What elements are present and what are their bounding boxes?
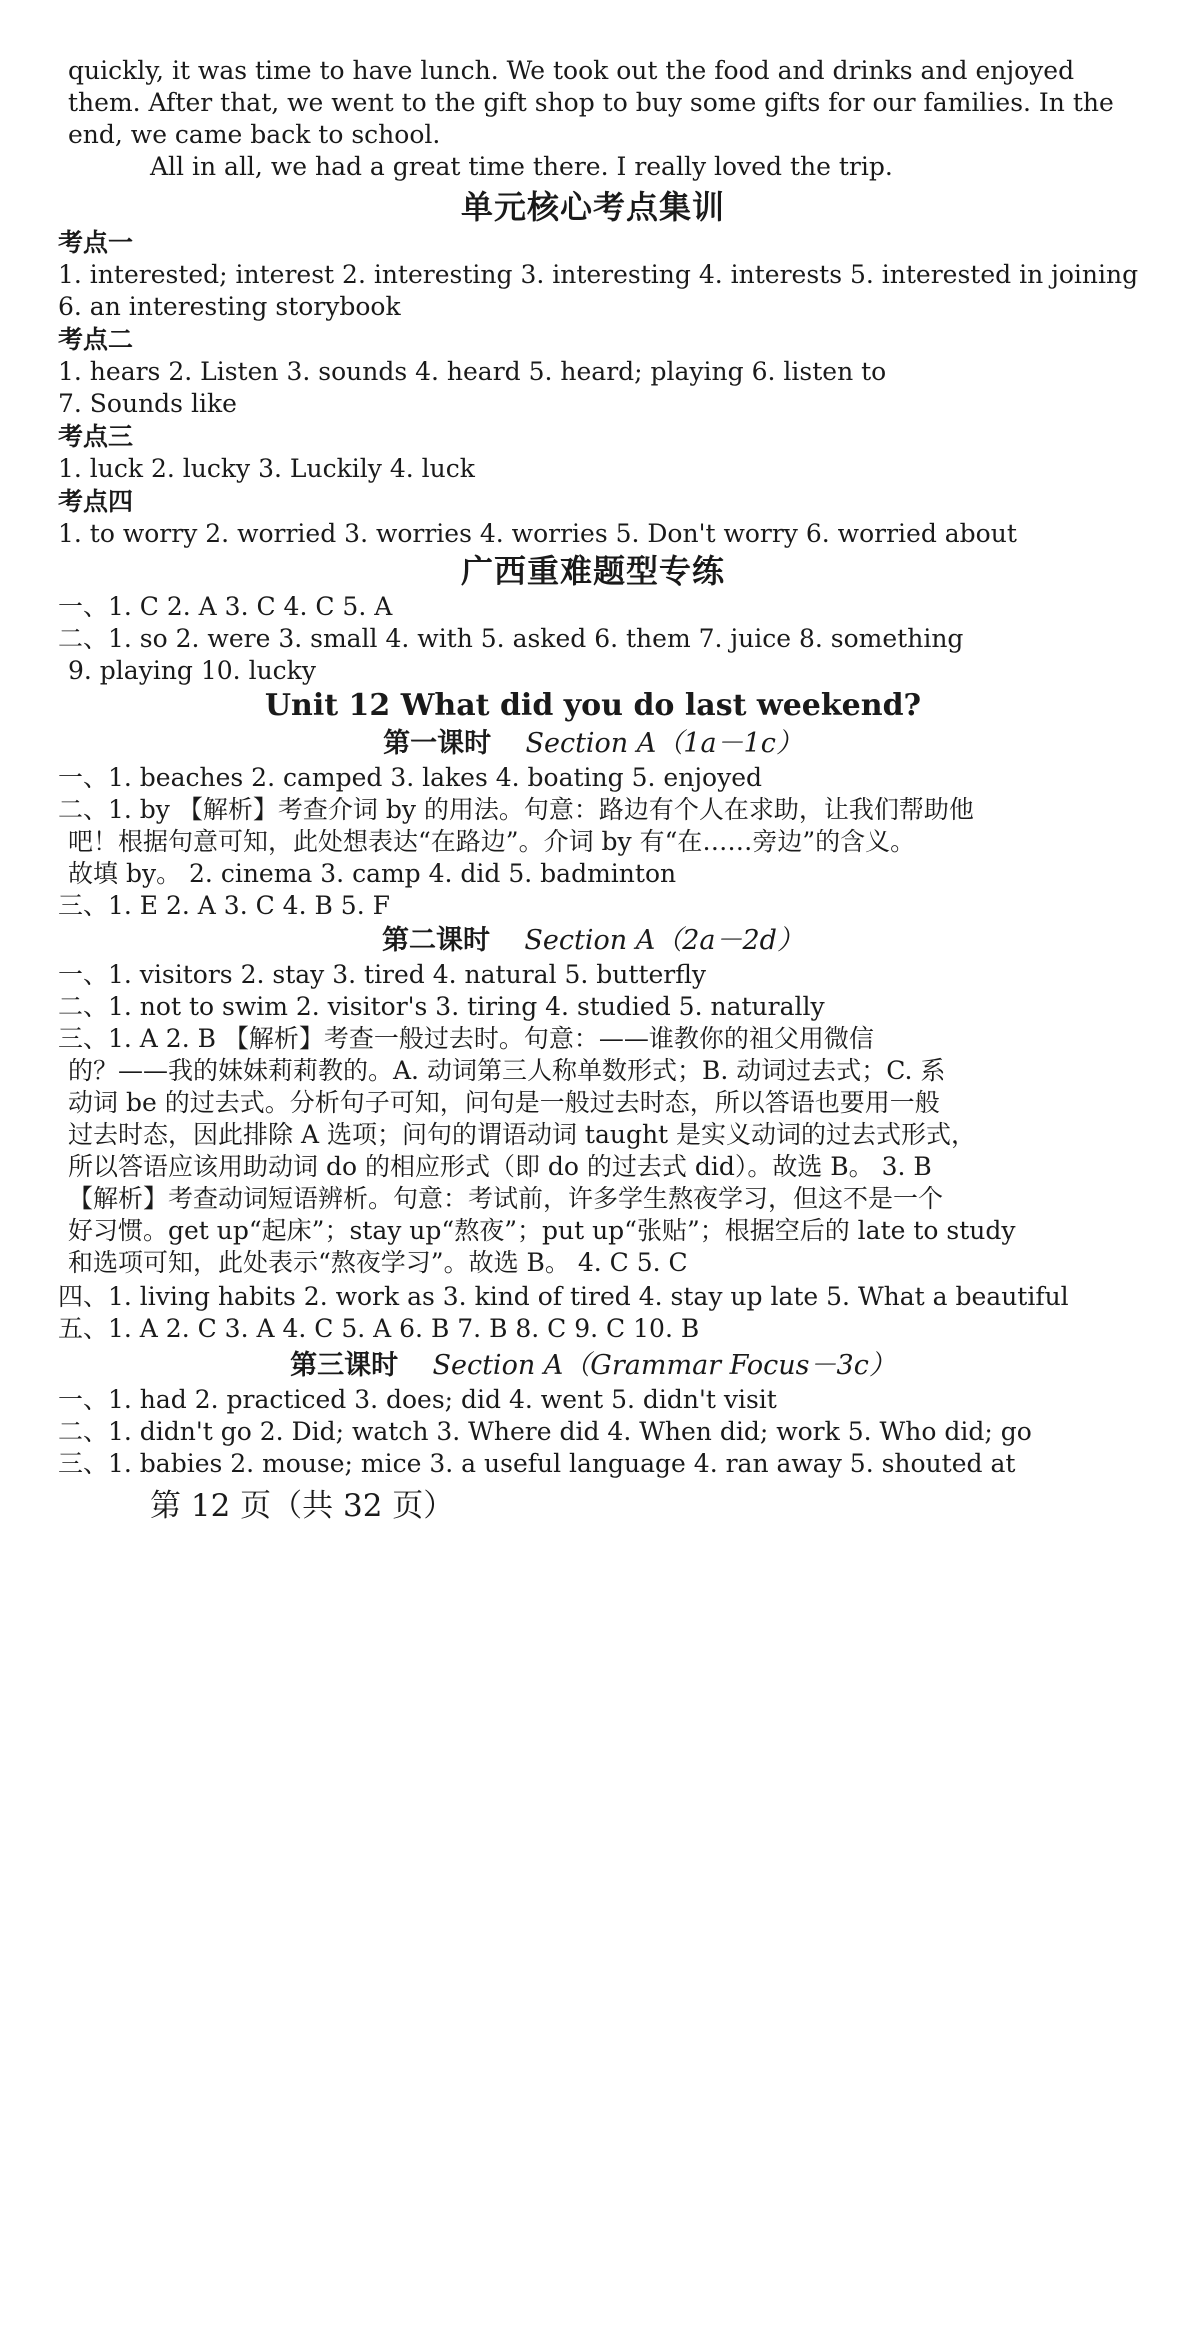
- kaodian-title: 考点四: [58, 487, 134, 516]
- page-number-footer: 第 12 页（共 32 页）: [150, 1488, 455, 1524]
- answer-line: 三、1. A 2. B 【解析】考查一般过去时。句意：——谁教你的祖父用微信: [58, 1024, 874, 1053]
- answer-line: 【解析】考查动词短语辨析。句意：考试前，许多学生熬夜学习，但这不是一个: [68, 1184, 944, 1213]
- answer-line: 二、1. by 【解析】考查介词 by 的用法。句意：路边有个人在求助，让我们帮助他: [58, 795, 974, 824]
- lesson-title-en: Section A（1a－1c）: [525, 728, 803, 759]
- answer-line: 二、1. so 2. were 3. small 4. with 5. asked 6. them 7. juice 8. something: [58, 624, 964, 653]
- answer-line: 四、1. living habits 2. work as 3. kind of tired 4. stay up late 5. What a beautiful: [58, 1282, 1069, 1311]
- answer-line: 一、1. had 2. practiced 3. does; did 4. went 5. didn't visit: [58, 1385, 777, 1414]
- kaodian-title: 考点二: [58, 325, 134, 354]
- answer-line: 7. Sounds like: [58, 389, 237, 418]
- lesson-title: [0, 728, 1186, 760]
- lesson-title-en: Section A（Grammar Focus－3c）: [432, 1350, 896, 1381]
- lesson-title-cn: 第一课时: [383, 728, 492, 759]
- answer-line: 1. luck 2. lucky 3. Luckily 4. luck: [58, 454, 475, 483]
- lesson-title: [0, 1350, 1186, 1382]
- answer-line: 二、1. didn't go 2. Did; watch 3. Where did 4. When did; work 5. Who did; go: [58, 1417, 1032, 1446]
- paragraph-line: All in all, we had a great time there. I really loved the trip.: [150, 152, 893, 181]
- unit-title: Unit 12 What did you do last weekend?: [264, 688, 922, 723]
- answer-line: 好习惯。get up“起床”；stay up“熬夜”；put up“张贴”；根据空后的 late to study: [68, 1216, 1016, 1245]
- section-heading: 广西重难题型专练: [460, 552, 725, 590]
- kaodian-title: 考点一: [58, 228, 134, 257]
- answer-line: 过去时态，因此排除 A 选项；问句的谓语动词 taught 是实义动词的过去式形式，: [68, 1120, 977, 1149]
- answer-line: 所以答语应该用助动词 do 的相应形式（即 do 的过去式 did）。故选 B。 3. B: [68, 1152, 932, 1181]
- answer-line: 9. playing 10. lucky: [68, 656, 316, 685]
- answer-line: 一、1. visitors 2. stay 3. tired 4. natural 5. butterfly: [58, 960, 707, 989]
- answer-line: 二、1. not to swim 2. visitor's 3. tiring 4. studied 5. naturally: [58, 992, 825, 1021]
- answer-line: 三、1. babies 2. mouse; mice 3. a useful language 4. ran away 5. shouted at: [58, 1449, 1016, 1478]
- answer-line: 1. interested; interest 2. interesting 3. interesting 4. interests 5. interested in joining: [58, 260, 1139, 289]
- paragraph-line: end, we came back to school.: [68, 120, 441, 149]
- answer-line: 五、1. A 2. C 3. A 4. C 5. A 6. B 7. B 8. C 9. C 10. B: [58, 1314, 700, 1343]
- kaodian-title: 考点三: [58, 422, 134, 451]
- paragraph-line: them. After that, we went to the gift shop to buy some gifts for our families. In the: [68, 88, 1114, 117]
- lesson-title-en: Section A（2a－2d）: [524, 925, 804, 956]
- lesson-title: [0, 925, 1186, 957]
- answer-line: 1. to worry 2. worried 3. worries 4. worries 5. Don't worry 6. worried about: [58, 519, 1017, 548]
- answer-line: 一、1. C 2. A 3. C 4. C 5. A: [58, 592, 393, 621]
- answer-line: 吧！根据句意可知，此处想表达“在路边”。介词 by 有“在……旁边”的含义。: [68, 827, 916, 856]
- answer-line: 动词 be 的过去式。分析句子可知，问句是一般过去时态，所以答语也要用一般: [68, 1088, 940, 1117]
- section-heading: 单元核心考点集训: [460, 188, 725, 226]
- answer-line: 故填 by。 2. cinema 3. camp 4. did 5. badminton: [68, 859, 677, 888]
- answer-line: 1. hears 2. Listen 3. sounds 4. heard 5. heard; playing 6. listen to: [58, 357, 887, 386]
- lesson-title-cn: 第二课时: [382, 925, 491, 956]
- paragraph-line: quickly, it was time to have lunch. We took out the food and drinks and enjoyed: [68, 56, 1075, 85]
- lesson-title-cn: 第三课时: [290, 1350, 399, 1381]
- answer-line: 的？——我的妹妹莉莉教的。A. 动词第三人称单数形式；B. 动词过去式；C. 系: [68, 1056, 946, 1085]
- answer-line: 一、1. beaches 2. camped 3. lakes 4. boating 5. enjoyed: [58, 763, 763, 792]
- answer-line: 6. an interesting storybook: [58, 292, 401, 321]
- answer-line: 和选项可知，此处表示“熬夜学习”。故选 B。 4. C 5. C: [68, 1248, 688, 1277]
- answer-line: 三、1. E 2. A 3. C 4. B 5. F: [58, 891, 390, 920]
